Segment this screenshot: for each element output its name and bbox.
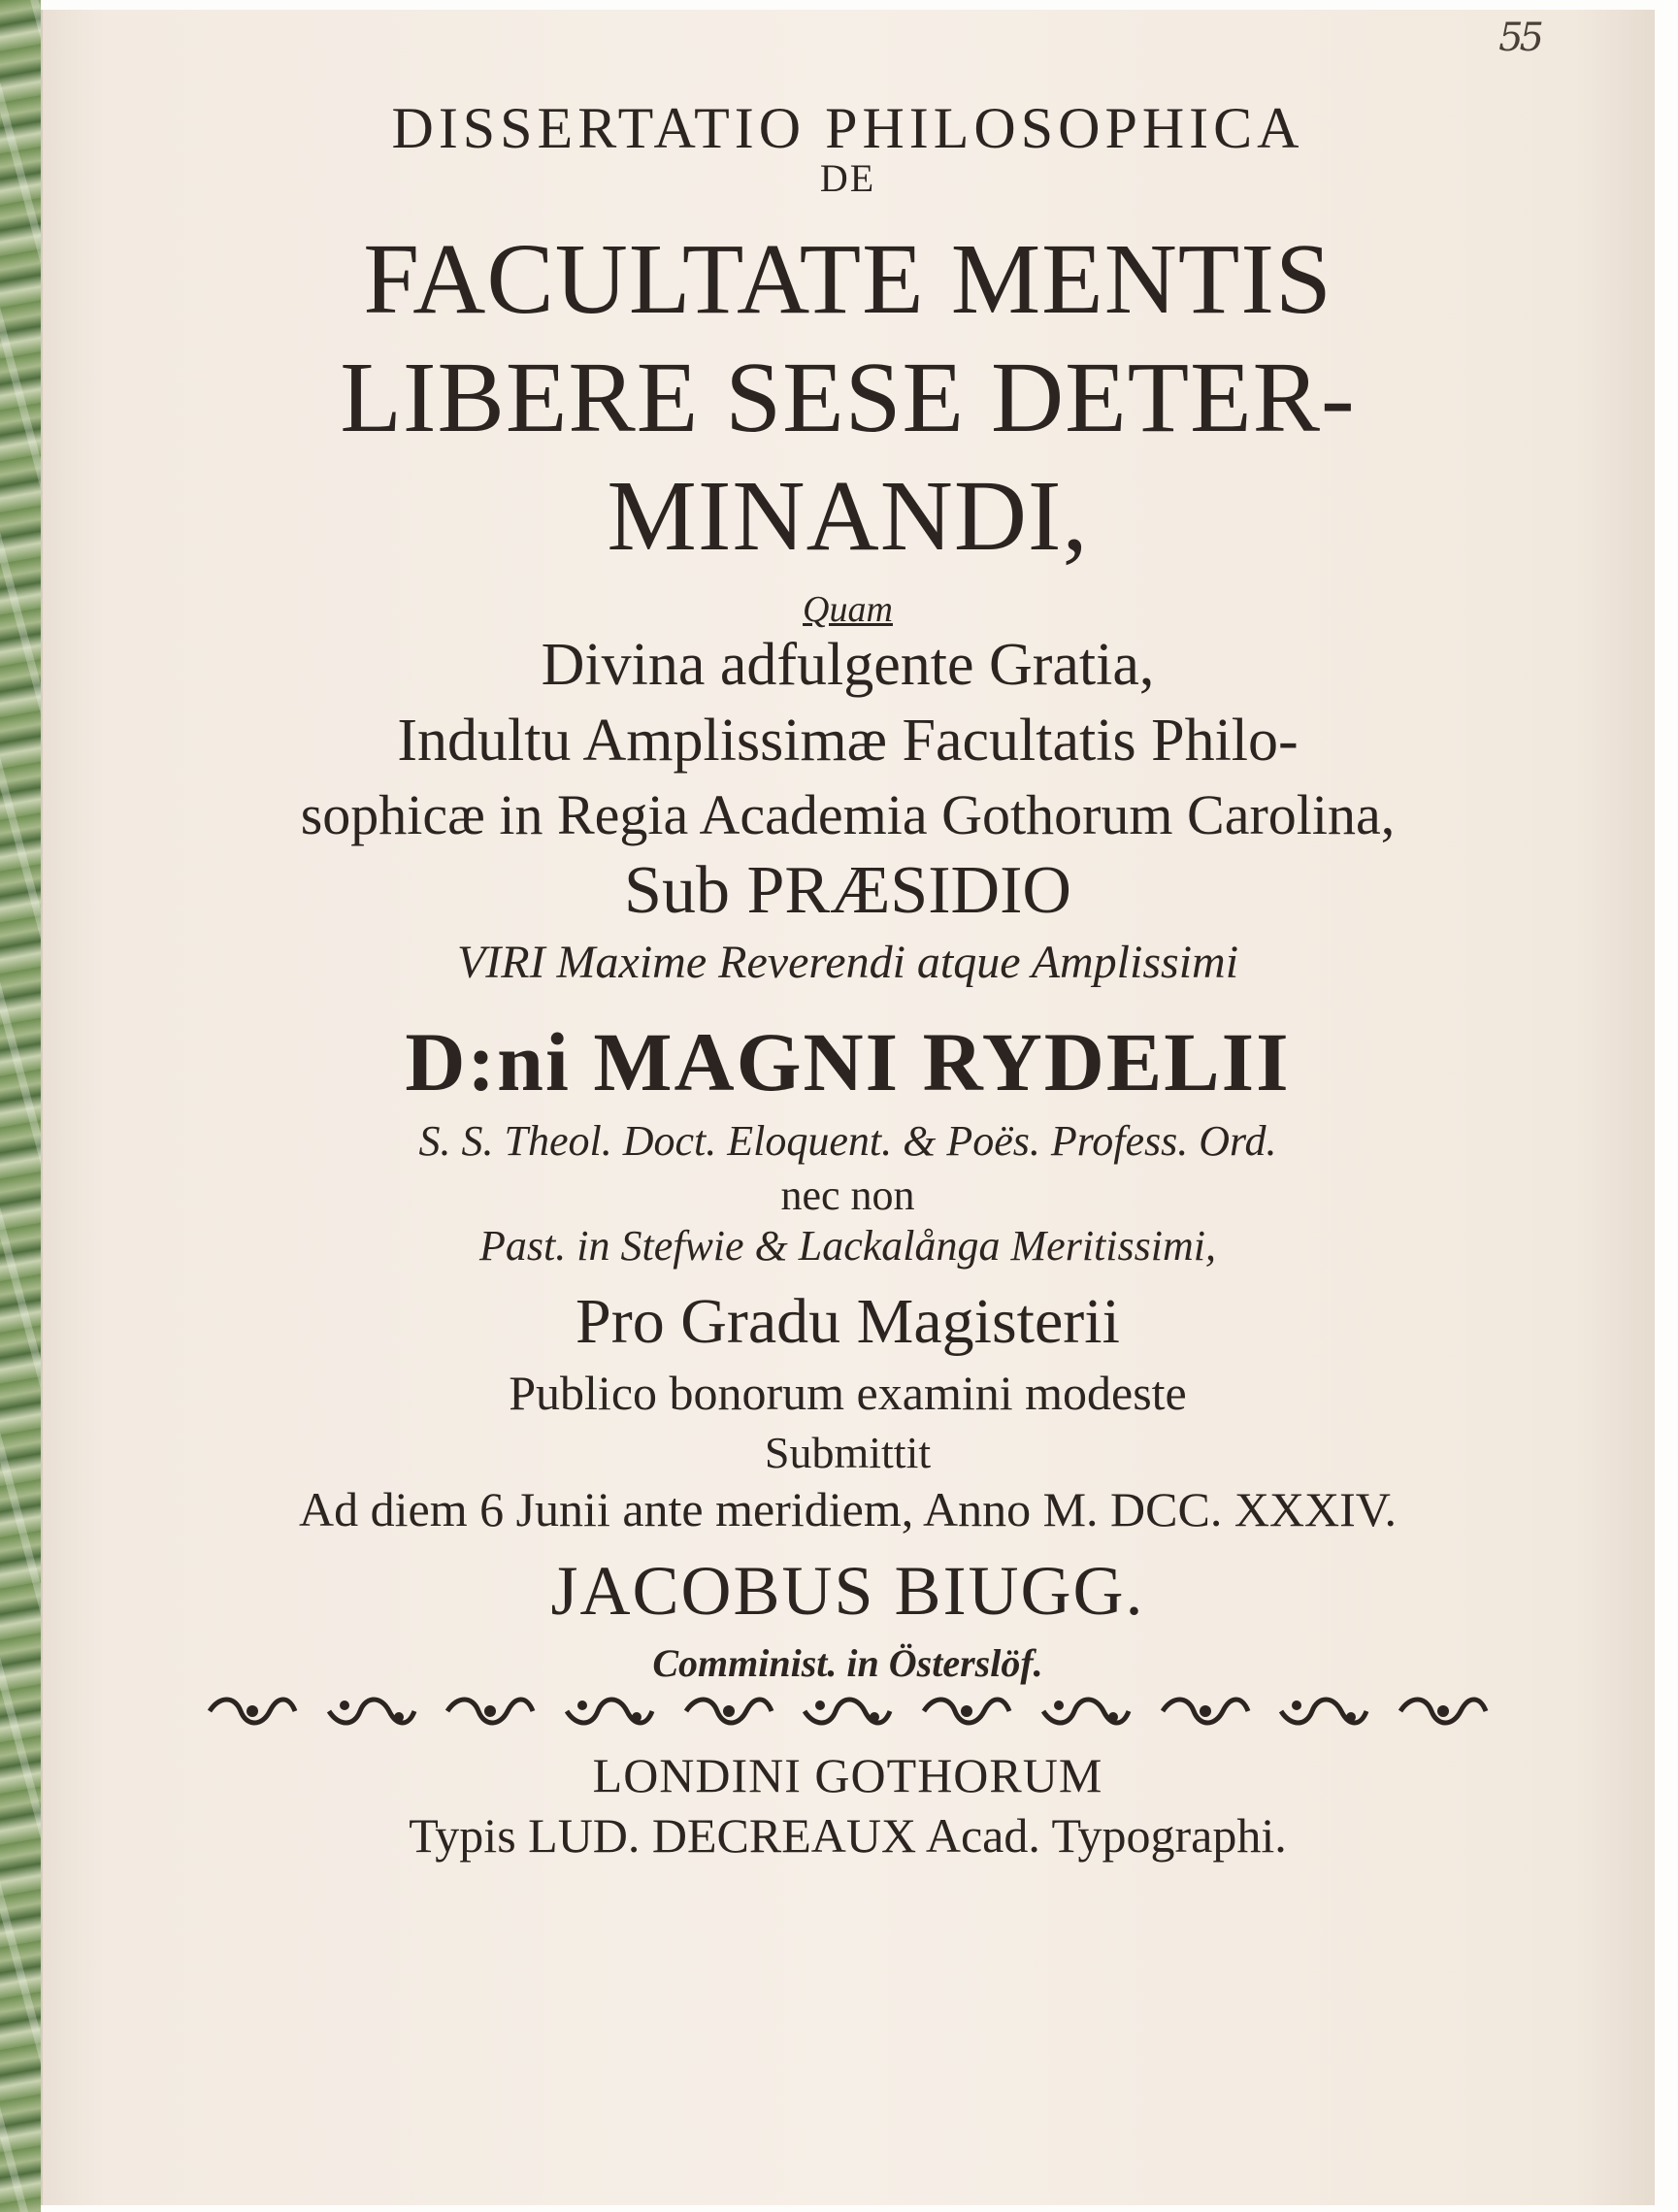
respondent-name: JACOBUS BIUGG. [550,1552,1145,1630]
date-line: Ad diem 6 Junii ante meridiem, Anno M. DCC. XXXIV. [299,1482,1397,1536]
ornament-icon [1277,1692,1370,1731]
title-line-3: MINANDI, [607,460,1089,572]
ornament-icon [682,1692,775,1731]
examini-line: Publico bonorum examini modeste [509,1366,1187,1420]
ornament-icon [1397,1692,1490,1731]
ornament-icon [563,1692,656,1731]
gradu-line: Pro Gradu Magisterii [576,1286,1120,1357]
submittit-line: Submittit [764,1428,932,1477]
praeses-titles: S. S. Theol. Doct. Eloquent. & Poës. Profess. Ord. [418,1117,1277,1165]
imprint-place: LONDINI GOTHORUM [592,1748,1103,1802]
imprint-printer: Typis LUD. DECREAUX Acad. Typographi. [409,1808,1287,1863]
respondent-title: Comminist. in Österslöf. [652,1641,1043,1685]
praeses-name: D:ni MAGNI RYDELII [405,1015,1291,1108]
praesidio-line: Sub PRÆSIDIO [624,853,1071,928]
divina-line: Divina adfulgente Gratia, [541,632,1155,698]
ornament-icon [920,1692,1013,1731]
title-page [41,10,1655,2205]
academia-line: sophicæ in Regia Academia Gothorum Carolina, [300,783,1396,846]
pastor-line: Past. in Stefwie & Lackalånga Meritissimi, [479,1222,1216,1270]
marbled-spine [0,0,41,2212]
ornament-icon [444,1692,537,1731]
page-number-note: 55 [1498,16,1540,60]
de-line: DE [819,156,876,200]
indultu-line: Indultu Amplissimæ Facultatis Philo- [397,708,1299,774]
title-line-2: LIBERE SESE DETER- [340,342,1356,453]
nec-non-line: nec non [780,1172,915,1219]
viri-line: VIRI Maxime Reverendi atque Amplissimi [456,937,1239,988]
ornament-icon [325,1692,418,1731]
dissertation-heading: DISSERTATIO PHILOSOPHICA [391,96,1304,160]
ornament-icon [1159,1692,1252,1731]
ornament-icon [206,1692,299,1731]
ornament-icon [1039,1692,1133,1731]
quam-line: Quam [803,589,893,630]
printers-ornament-band [206,1687,1490,1735]
ornament-icon [801,1692,894,1731]
title-line-1: FACULTATE MENTIS [363,223,1333,335]
